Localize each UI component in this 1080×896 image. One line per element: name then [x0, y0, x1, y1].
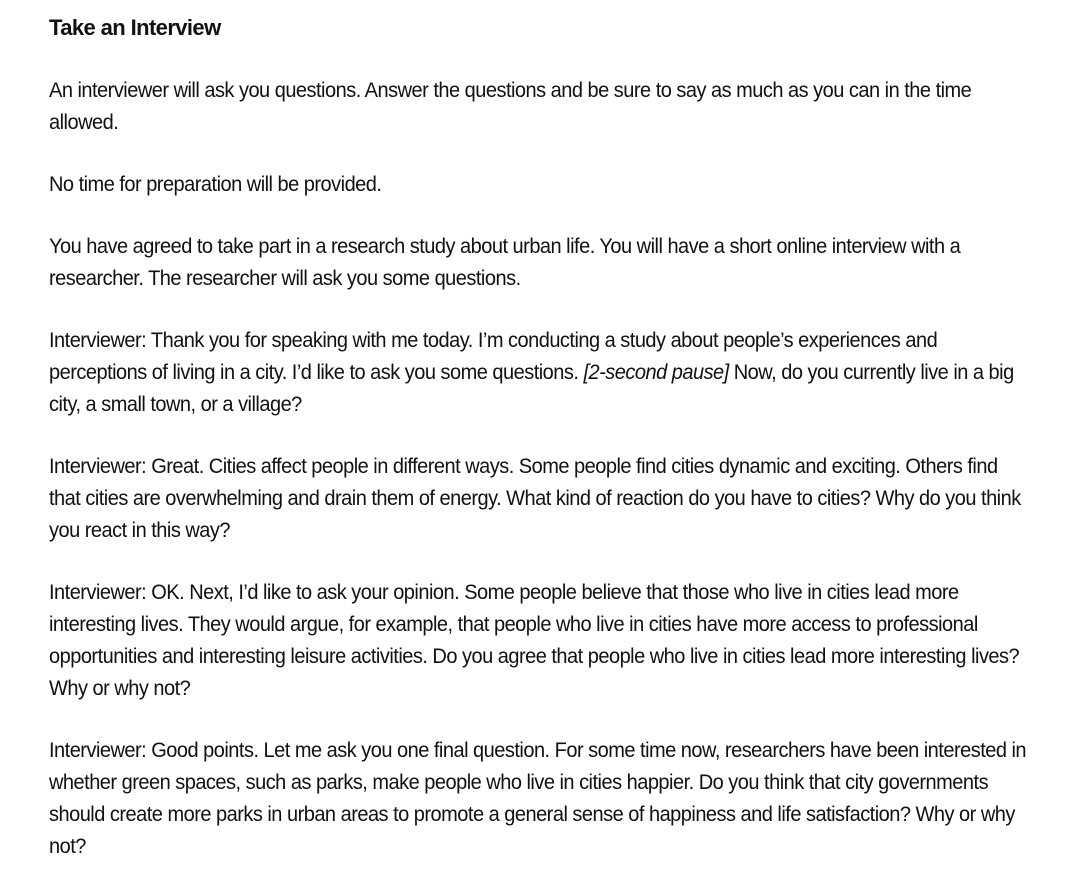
interviewer-question-2: Interviewer: Great. Cities affect people in different ways. Some people find cities dynamic and exciting. Others find that cities are overwhelming and drain them of energy. What kind of reaction do you have to cities? Why do you think you react in this way?	[49, 454, 1021, 542]
pause-note: [2-second pause]	[583, 360, 729, 384]
instructions-paragraph: An interviewer will ask you questions. Answer the questions and be sure to say as much as you can in the time allowed.	[49, 78, 972, 134]
preparation-note: No time for preparation will be provided.	[49, 172, 382, 196]
page-title: Take an Interview	[49, 15, 221, 40]
interviewer-question-4: Interviewer: Good points. Let me ask you one final question. For some time now, researchers have been interested in whether green spaces, such as parks, make people who live in cities happier. Do you think that city governments should create more parks in urban areas to promote a general sense of happiness and life satisfaction? Why or why not?	[49, 738, 1027, 858]
interviewer-question-1	[49, 324, 1027, 420]
question-1-text-end: Now, do you currently live in a big city, a small town, or a village?	[49, 360, 1014, 416]
question-1-text-start: Interviewer: Thank you for speaking with me today. I’m conducting a study about people’s experiences and perceptions of living in a city. I’d like to ask you some questions.	[49, 328, 938, 384]
interviewer-question-3: Interviewer: OK. Next, I’d like to ask your opinion. Some people believe that those who live in cities lead more interesting lives. They would argue, for example, that people who live in cities have more access to professional opportunities and interesting leisure activities. Do you agree that people who live in cities lead more interesting lives? Why or why not?	[49, 580, 1020, 700]
scenario-paragraph: You have agreed to take part in a research study about urban life. You will have a short online interview with a researcher. The researcher will ask you some questions.	[49, 234, 961, 290]
